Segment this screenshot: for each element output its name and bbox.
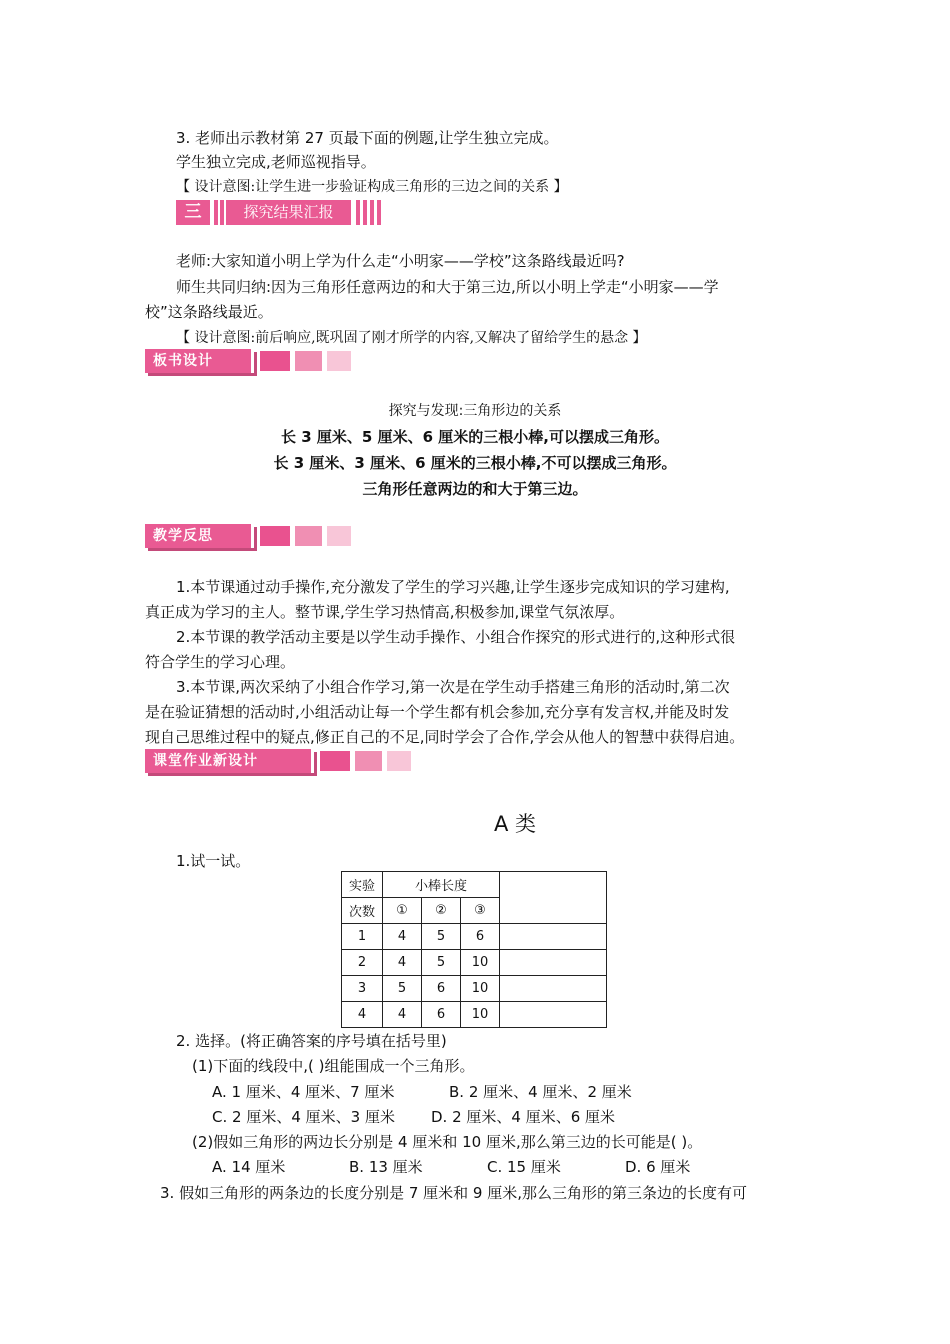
banner-label: 板书设计 [145, 349, 254, 373]
reflection-1b: 真正成为学习的主人。整节课,学生学习热情高,积极参加,课堂气氛浓厚。 [145, 603, 625, 621]
banner-stripe [220, 200, 224, 225]
reflection-2a: 2.本节课的教学活动主要是以学生动手操作、小组合作探究的形式进行的,这种形式很 [176, 628, 736, 646]
design-intent-1: 【 设计意图:让学生进一步验证构成三角形的三边之间的关系 】 [176, 179, 568, 195]
intro-line-2: 学生独立完成,老师巡视指导。 [176, 153, 376, 171]
section-number: 三 [176, 200, 210, 225]
reflection-3b: 是在验证猜想的活动时,小组活动让每一个学生都有机会参加,充分享有发言权,并能及时发 [145, 703, 730, 721]
table-cell: 4 [383, 924, 422, 950]
banner-square [327, 526, 351, 546]
table-header-count: 次数 [342, 898, 383, 924]
table-blank-cell [500, 872, 607, 924]
question-2-2: (2)假如三角形的两边长分别是 4 厘米和 10 厘米,那么第三边的长可能是( )。 [192, 1133, 703, 1151]
banner-square [327, 351, 351, 371]
banner-square [355, 751, 382, 771]
experiment-table [341, 871, 607, 1028]
section-title: 探究结果汇报 [226, 200, 351, 225]
table-answer-cell[interactable] [500, 924, 607, 950]
table-header-col1: ① [383, 898, 422, 924]
reflection-3c: 现自己思维过程中的疑点,修正自己的不足,同时学会了合作,学会从他人的智慧中获得启迪。 [145, 728, 745, 746]
banner-stripe [370, 200, 374, 225]
option-2-1-d: D. 2 厘米、4 厘米、6 厘米 [431, 1108, 616, 1126]
section3-paragraph-2a: 师生共同归纳:因为三角形任意两边的和大于第三边,所以小明上学走“小明家——学 [176, 278, 719, 296]
banner-square [260, 526, 290, 546]
reflection-1a: 1.本节课通过动手操作,充分激发了学生的学习兴趣,让学生逐步完成知识的学习建构, [176, 578, 730, 596]
board-line-2: 长 3 厘米、3 厘米、6 厘米的三根小棒,不可以摆成三角形。 [273, 454, 677, 472]
table-cell: 2 [342, 950, 383, 976]
question-2-1: (1)下面的线段中,( )组能围成一个三角形。 [192, 1057, 475, 1075]
table-answer-cell[interactable] [500, 950, 607, 976]
table-cell: 10 [461, 1002, 500, 1028]
table-cell: 1 [342, 924, 383, 950]
option-2-1-c: C. 2 厘米、4 厘米、3 厘米 [212, 1108, 395, 1126]
table-row [342, 872, 607, 898]
banner-square [387, 751, 411, 771]
banner-square [295, 351, 322, 371]
board-title: 探究与发现:三角形边的关系 [388, 403, 562, 419]
option-2-2-c: C. 15 厘米 [487, 1158, 561, 1176]
table-row [342, 1002, 607, 1028]
table-cell: 10 [461, 950, 500, 976]
design-intent-2: 【 设计意图:前后响应,既巩固了刚才所学的内容,又解决了留给学生的悬念 】 [176, 330, 647, 346]
table-cell: 4 [342, 1002, 383, 1028]
table-cell: 5 [383, 976, 422, 1002]
banner-label: 教学反思 [145, 524, 254, 548]
homework-category: A 类 [493, 812, 537, 836]
table-cell: 6 [422, 976, 461, 1002]
table-answer-cell[interactable] [500, 1002, 607, 1028]
table-row [342, 924, 607, 950]
banner-square [260, 351, 290, 371]
option-2-1-b: B. 2 厘米、4 厘米、2 厘米 [449, 1083, 632, 1101]
banner-label: 课堂作业新设计 [145, 749, 314, 773]
table-cell: 4 [383, 950, 422, 976]
banner-stripe [214, 200, 218, 225]
table-header-length: 小棒长度 [383, 872, 500, 898]
option-2-2-a: A. 14 厘米 [212, 1158, 286, 1176]
question-1: 1.试一试。 [176, 852, 251, 870]
option-2-2-d: D. 6 厘米 [625, 1158, 691, 1176]
table-row [342, 976, 607, 1002]
table-header-col3: ③ [461, 898, 500, 924]
reflection-banner [145, 524, 355, 548]
section3-paragraph-2b: 校”这条路线最近。 [145, 303, 273, 321]
banner-square [295, 526, 322, 546]
banner-stripe [377, 200, 381, 225]
table-cell: 4 [383, 1002, 422, 1028]
table-cell: 3 [342, 976, 383, 1002]
table-cell: 5 [422, 950, 461, 976]
board-design-banner [145, 349, 355, 373]
section-banner-3 [176, 200, 381, 225]
option-2-2-b: B. 13 厘米 [349, 1158, 423, 1176]
reflection-2b: 符合学生的学习心理。 [145, 653, 296, 671]
table-cell: 10 [461, 976, 500, 1002]
banner-stripe [363, 200, 367, 225]
section3-paragraph-1: 老师:大家知道小明上学为什么走“小明家——学校”这条路线最近吗? [176, 252, 625, 270]
board-line-1: 长 3 厘米、5 厘米、6 厘米的三根小棒,可以摆成三角形。 [281, 428, 669, 446]
reflection-3a: 3.本节课,两次采纳了小组合作学习,第一次是在学生动手搭建三角形的活动时,第二次 [176, 678, 730, 696]
banner-stripe [356, 200, 360, 225]
question-3: 3. 假如三角形的两条边的长度分别是 7 厘米和 9 厘米,那么三角形的第三条边的长度有可 [160, 1184, 748, 1202]
board-line-3: 三角形任意两边的和大于第三边。 [362, 480, 588, 498]
table-header-trial: 实验 [342, 872, 383, 898]
table-cell: 5 [422, 924, 461, 950]
table-header-col2: ② [422, 898, 461, 924]
intro-line-1: 3. 老师出示教材第 27 页最下面的例题,让学生独立完成。 [176, 129, 559, 147]
option-2-1-a: A. 1 厘米、4 厘米、7 厘米 [212, 1083, 395, 1101]
banner-square [320, 751, 350, 771]
homework-banner [145, 749, 415, 773]
table-cell: 6 [422, 1002, 461, 1028]
table-answer-cell[interactable] [500, 976, 607, 1002]
question-2: 2. 选择。(将正确答案的序号填在括号里) [176, 1032, 447, 1050]
table-cell: 6 [461, 924, 500, 950]
table-row [342, 950, 607, 976]
